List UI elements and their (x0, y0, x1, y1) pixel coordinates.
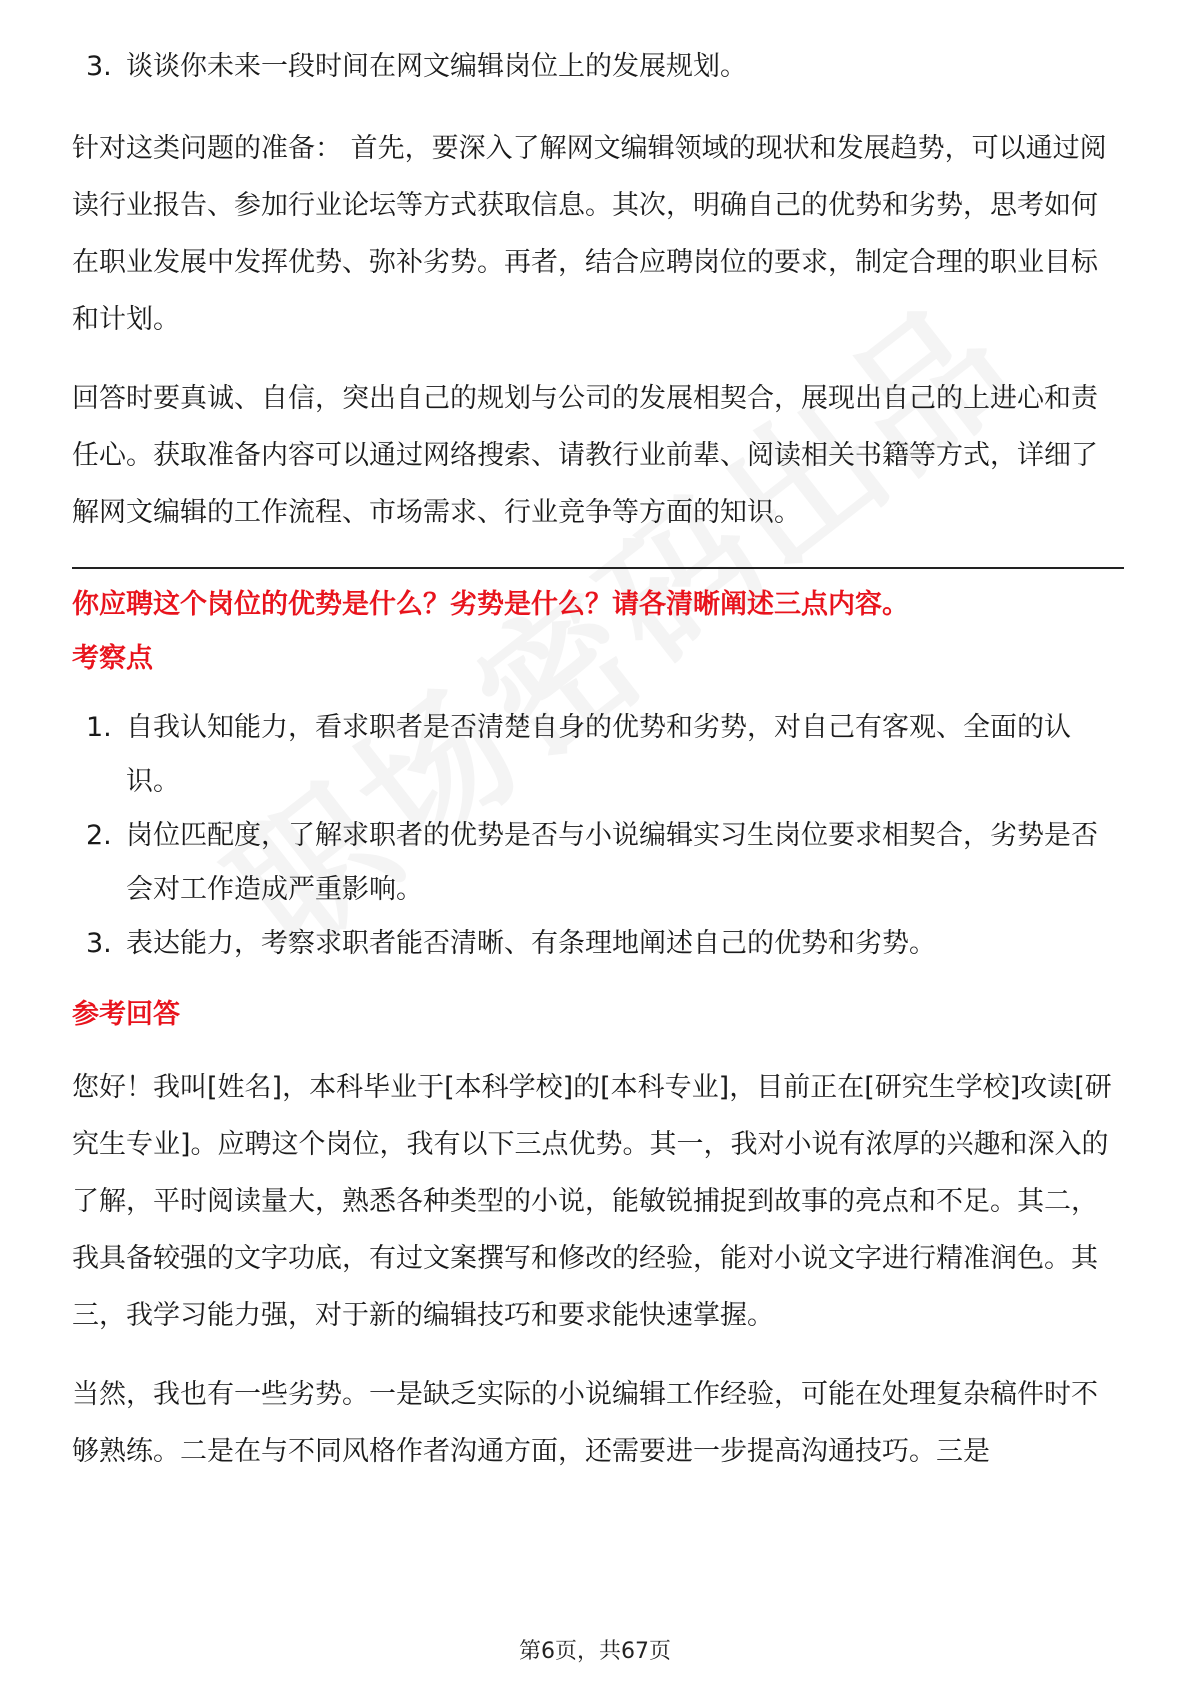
numbered-list-top (72, 40, 1124, 94)
focus-list (72, 701, 1124, 971)
list-item-text: 岗位匹配度，了解求职者的优势是否与小说编辑实习生岗位要求相契合，劣势是否会对工作造成严重影响。 (126, 820, 1098, 905)
list-item-number: 3. (86, 51, 112, 82)
list-item-text: 谈谈你未来一段时间在网文编辑岗位上的发展规划。 (126, 51, 747, 82)
list-item (72, 917, 1124, 971)
answer-tip-paragraph: 回答时要真诚、自信，突出自己的规划与公司的发展相契合，展现出自己的上进心和责任心。获取准备内容可以通过网络搜索、请教行业前辈、阅读相关书籍等方式，详细了解网文编辑的工作流程、市场需求、行业竞争等方面的知识。 (72, 383, 1098, 528)
answer-paragraph-2: 当然，我也有一些劣势。一是缺乏实际的小说编辑工作经验，可能在处理复杂稿件时不够熟练。二是在与不同风格作者沟通方面，还需要进一步提高沟通技巧。三是 (72, 1379, 1098, 1467)
list-item-number: 2. (86, 820, 112, 851)
focus-heading: 考察点 (72, 643, 153, 674)
list-item-text: 表达能力，考察求职者能否清晰、有条理地阐述自己的优势和劣势。 (126, 928, 936, 959)
list-item (72, 701, 1124, 809)
question-heading: 你应聘这个岗位的优势是什么？劣势是什么？请各清晰阐述三点内容。 (72, 589, 909, 620)
list-item-number: 3. (86, 928, 112, 959)
page-footer: 第6页，共67页 (519, 1639, 671, 1664)
list-item-text: 自我认知能力，看求职者是否清楚自身的优势和劣势，对自己有客观、全面的认识。 (126, 712, 1071, 797)
reference-answer-heading: 参考回答 (72, 999, 180, 1030)
document-page (72, 40, 1124, 1480)
list-item-number: 1. (86, 712, 112, 743)
preparation-paragraph: 针对这类问题的准备： 首先，要深入了解网文编辑领域的现状和发展趋势，可以通过阅读行业报告、参加行业论坛等方式获取信息。其次，明确自己的优势和劣势，思考如何在职业发展中发挥优势、弥补劣势。再者，结合应聘岗位的要求，制定合理的职业目标和计划。 (72, 133, 1107, 335)
answer-paragraph-1: 您好！我叫[姓名]，本科毕业于[本科学校]的[本科专业]，目前正在[研究生学校]攻读[研究生专业]。应聘这个岗位，我有以下三点优势。其一，我对小说有浓厚的兴趣和深入的了解，平时阅读量大，熟悉各种类型的小说，能敏锐捕捉到故事的亮点和不足。其二，我具备较强的文字功底，有过文案撰写和修改的经验，能对小说文字进行精准润色。其三，我学习能力强，对于新的编辑技巧和要求能快速掌握。 (72, 1072, 1112, 1331)
list-item (72, 40, 1124, 94)
list-item (72, 809, 1124, 917)
